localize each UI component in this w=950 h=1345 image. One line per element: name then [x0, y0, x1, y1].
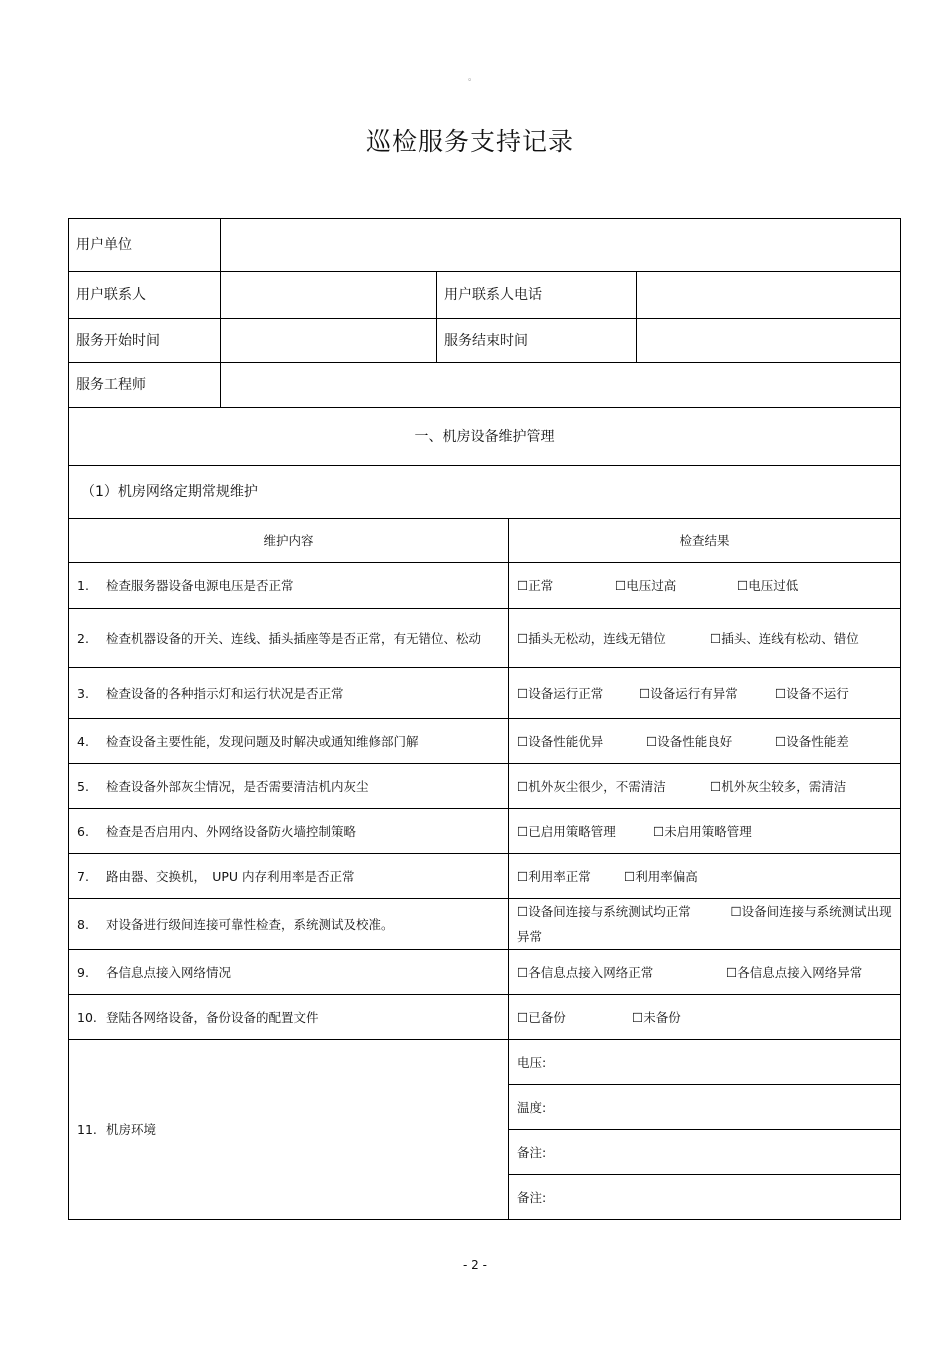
- env-row: [69, 1040, 901, 1085]
- item-text: 对设备进行级间连接可靠性检查，系统测试及校准。: [106, 916, 394, 932]
- item-result: [509, 899, 901, 950]
- item-text: 检查设备主要性能，发现问题及时解决或通知维修部门解: [106, 733, 419, 749]
- checkbox-option[interactable]: ☐设备间连接与系统测试均正常: [517, 904, 691, 919]
- end-time-field[interactable]: [637, 319, 901, 363]
- maintenance-checklist: [68, 518, 901, 1220]
- item-result: [509, 563, 901, 609]
- env-field-label: 电压:: [517, 1054, 547, 1070]
- checklist-row: [69, 609, 901, 668]
- item-number: 8.: [77, 916, 89, 932]
- item-result: [509, 854, 901, 899]
- item-text: 检查设备外部灰尘情况，是否需要清洁机内灰尘: [106, 778, 369, 794]
- item-text: 登陆各网络设备，备份设备的配置文件: [106, 1009, 319, 1025]
- user-unit-field[interactable]: [221, 219, 901, 272]
- env-field-label: 温度:: [517, 1099, 547, 1115]
- item-result: [509, 995, 901, 1040]
- start-time-field[interactable]: [221, 319, 437, 363]
- item-text: 检查服务器设备电源电压是否正常: [106, 578, 294, 593]
- item-result: [509, 950, 901, 995]
- env-note-field[interactable]: [509, 1130, 901, 1175]
- checkbox-option[interactable]: ☐设备运行正常: [517, 685, 604, 701]
- end-time-label: 服务结束时间: [437, 319, 637, 363]
- row-user-unit: [69, 219, 901, 272]
- checkbox-option[interactable]: ☐正常: [517, 578, 554, 593]
- checklist-row: [69, 995, 901, 1040]
- checkbox-option[interactable]: ☐电压过高: [615, 578, 677, 593]
- item-number: 6.: [77, 823, 89, 839]
- checklist-row: [69, 899, 901, 950]
- checkbox-option[interactable]: ☐各信息点接入网络正常: [517, 964, 654, 980]
- row-service-time: [69, 319, 901, 363]
- item-number: 3.: [77, 685, 89, 701]
- contact-label: 用户联系人: [69, 272, 221, 319]
- item-number: 1.: [77, 578, 89, 593]
- item-number: 11.: [77, 1122, 97, 1137]
- checkbox-option[interactable]: ☐设备不运行: [775, 685, 849, 701]
- env-field-label: 备注:: [517, 1189, 547, 1205]
- checkbox-option[interactable]: ☐各信息点接入网络异常: [726, 964, 863, 980]
- row-section-subtitle: [69, 466, 901, 519]
- item-content: [69, 609, 509, 668]
- item-content: [69, 854, 509, 899]
- checkbox-option[interactable]: ☐已启用策略管理: [517, 823, 616, 839]
- item-number: 7.: [77, 868, 89, 884]
- item-number: 5.: [77, 778, 89, 794]
- env-voltage-field[interactable]: [509, 1040, 901, 1085]
- checkbox-option[interactable]: ☐电压过低: [737, 578, 799, 593]
- checkbox-option[interactable]: ☐插头无松动，连线无错位: [517, 630, 666, 646]
- item-content: [69, 809, 509, 854]
- item-result: [509, 764, 901, 809]
- checkbox-option[interactable]: ☐设备性能优异: [517, 733, 604, 749]
- contact-field[interactable]: [221, 272, 437, 319]
- checkbox-option[interactable]: ☐未备份: [632, 1009, 681, 1025]
- checkbox-option[interactable]: ☐已备份: [517, 1009, 566, 1025]
- item-result: [509, 719, 901, 764]
- item-number: 9.: [77, 964, 89, 980]
- item-text: 检查是否启用内、外网络设备防火墙控制策略: [106, 823, 357, 839]
- section-title: 一、机房设备维护管理: [69, 408, 901, 466]
- checkbox-option[interactable]: ☐插头、连线有松动、错位: [710, 630, 859, 646]
- item-content: [69, 668, 509, 719]
- service-info-table: [68, 218, 901, 519]
- row-contact: [69, 272, 901, 319]
- item-content: [69, 995, 509, 1040]
- checkbox-option[interactable]: ☐设备间连接与系统测试出现异常: [517, 904, 892, 944]
- env-note-field[interactable]: [509, 1175, 901, 1220]
- item-text: 检查设备的各种指示灯和运行状况是否正常: [106, 685, 344, 701]
- row-engineer: [69, 363, 901, 408]
- engineer-label: 服务工程师: [69, 363, 221, 408]
- checklist-row: [69, 854, 901, 899]
- checklist-row: [69, 719, 901, 764]
- checklist-header-row: [69, 519, 901, 563]
- item-text: 机房环境: [106, 1122, 157, 1137]
- start-time-label: 服务开始时间: [69, 319, 221, 363]
- item-content: [69, 563, 509, 609]
- checkbox-option[interactable]: ☐利用率偏高: [624, 868, 698, 884]
- item-text: 各信息点接入网络情况: [106, 964, 232, 980]
- checkbox-option[interactable]: ☐设备性能良好: [646, 733, 733, 749]
- checklist-row: [69, 668, 901, 719]
- item-content: [69, 899, 509, 950]
- item-result: [509, 809, 901, 854]
- item-number: 4.: [77, 733, 89, 749]
- checkbox-option[interactable]: ☐未启用策略管理: [653, 823, 752, 839]
- page-number: - 2 -: [463, 1258, 487, 1272]
- env-item-content: [69, 1040, 509, 1220]
- checklist-row: [69, 563, 901, 609]
- page-dot-mark: 。: [468, 73, 478, 83]
- env-temperature-field[interactable]: [509, 1085, 901, 1130]
- row-section-title: [69, 408, 901, 466]
- item-text: 检查机器设备的开关、连线、插头插座等是否正常，有无错位、松动: [106, 630, 482, 646]
- header-content: 维护内容: [69, 519, 509, 563]
- checkbox-option[interactable]: ☐利用率正常: [517, 868, 591, 884]
- checklist-row: [69, 764, 901, 809]
- checklist-row: [69, 950, 901, 995]
- item-content: [69, 719, 509, 764]
- item-content: [69, 764, 509, 809]
- contact-phone-field[interactable]: [637, 272, 901, 319]
- item-content: [69, 950, 509, 995]
- header-result: 检查结果: [509, 519, 901, 563]
- env-field-label: 备注:: [517, 1144, 547, 1160]
- checkbox-option[interactable]: ☐设备性能差: [775, 733, 849, 749]
- section-subtitle: （1）机房网络定期常规维护: [69, 466, 901, 519]
- contact-phone-label: 用户联系人电话: [437, 272, 637, 319]
- user-unit-label: 用户单位: [69, 219, 221, 272]
- item-text: 路由器、交换机， UPU 内存利用率是否正常: [106, 868, 355, 884]
- engineer-field[interactable]: [221, 363, 901, 408]
- item-number: 10.: [77, 1009, 97, 1025]
- item-result: [509, 609, 901, 668]
- checkbox-option[interactable]: ☐机外灰尘较多，需清洁: [710, 778, 847, 794]
- page-title: 巡检服务支持记录: [365, 127, 574, 156]
- item-result: [509, 668, 901, 719]
- item-number: 2.: [77, 630, 89, 646]
- checklist-row: [69, 809, 901, 854]
- checkbox-option[interactable]: ☐设备运行有异常: [639, 685, 738, 701]
- checkbox-option[interactable]: ☐机外灰尘很少，不需清洁: [517, 778, 666, 794]
